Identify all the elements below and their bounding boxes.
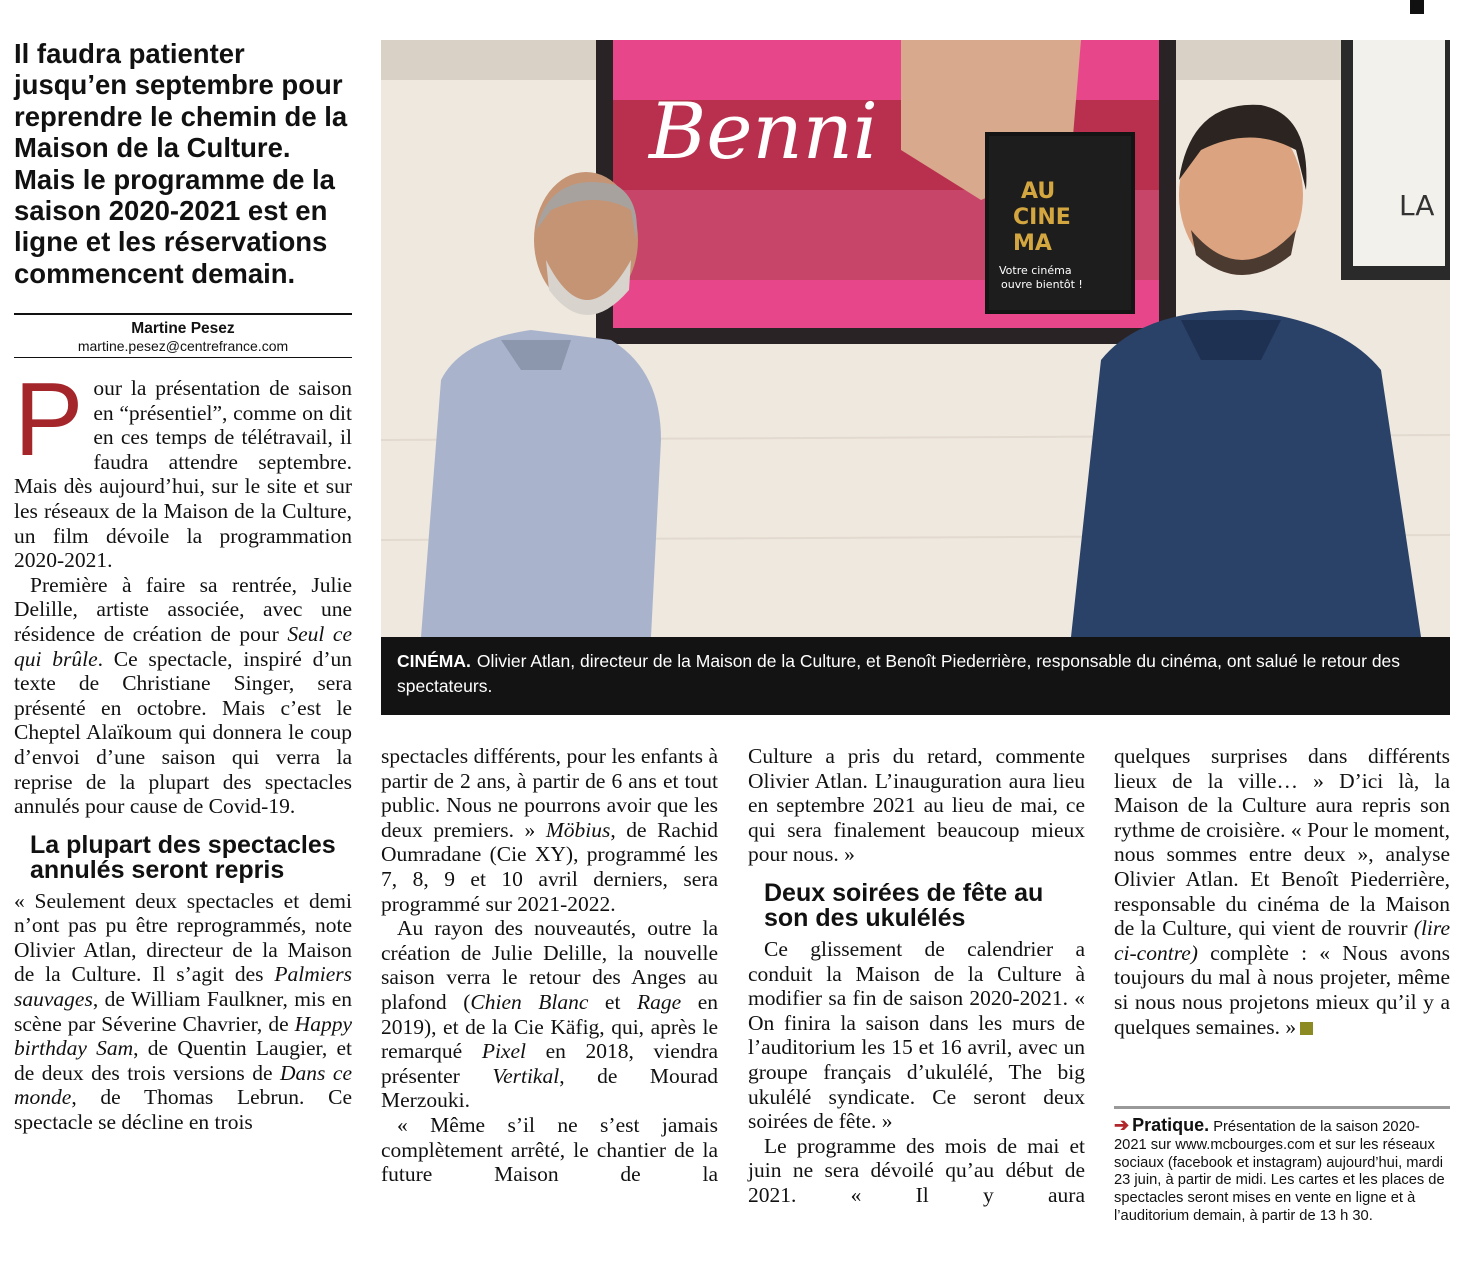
- arrow-icon: ➔: [1114, 1115, 1130, 1135]
- paragraph-10: quelques surprises dans différents lieux de la ville… » D’ici là, la Maison de la Culture aura repris son rythme de croisière. « Pour le moment, nous sommes entre deux », analyse Olivier Atlan. Et Benoît Piederrière, responsable du cinéma de la Maison de la Culture, qui vient de rouvrir (lire ci-contre) complète : « Nous avons toujours du mal à nous projeter, même si nous nous projetons mieux qu’il y a quelques semaines. »: [1114, 744, 1450, 1039]
- drop-cap: P: [14, 362, 84, 478]
- show-title: Dans ce monde: [14, 1060, 353, 1110]
- end-of-article-mark: [1300, 1022, 1313, 1035]
- reference-note: (lire ci-contre): [1114, 916, 1450, 965]
- article-column-4: [1114, 744, 1450, 1039]
- show-title: Rage: [636, 989, 682, 1014]
- show-title: Chien Blanc: [470, 989, 589, 1014]
- byline: [14, 313, 352, 358]
- corner-mark: [1410, 0, 1424, 14]
- pratique-text: Présentation de la saison 2020-2021 sur www.mcbourges.com et sur les réseaux sociaux (facebook et instagram) aujourd’hui, mardi 23 juin, à partir de midi. Les cartes et les places de spectacles seront mises en vente en ligne et à l’auditorium demain, à partir de 13 h 30.: [1114, 1119, 1445, 1224]
- caption-text: Olivier Atlan, directeur de la Maison de la Culture, et Benoît Piederrière, responsable du cinéma, ont salué le retour des spectateurs.: [397, 651, 1401, 696]
- small-poster-line-1: AU: [1021, 179, 1056, 204]
- show-title: Pixel: [481, 1039, 526, 1064]
- paragraph-8: Ce glissement de calendrier a conduit la Maison de la Culture à modifier sa fin de saison 2020-2021. « On finira la saison dans les murs de l’auditorium les 15 et 16 avril, avec un groupe français d’ukulélé, The big ukulélé syndicate. Ce seront deux soirées de fête. »: [748, 936, 1085, 1134]
- subhead-2: Deux soirées de fête au son des ukulélés: [764, 878, 1044, 932]
- article-column-2: [381, 744, 718, 1187]
- small-poster-line-2: CINE: [1013, 205, 1071, 230]
- show-title: Seul ce qui brûle: [14, 621, 353, 671]
- paragraph-5: Au rayon des nouveautés, outre la création de Julie Delille, la nouvelle saison verra le retour des Anges au plafond (Chien Blanc et Rage en 2019), et de la Cie Käfig, qui, après le remarqué Pixel en 2018, viendra présenter Vertikal, de Mourad Merzouki.: [381, 916, 719, 1113]
- small-poster-tagline-1: Votre cinéma: [999, 264, 1072, 277]
- photo-caption: [381, 637, 1450, 715]
- show-title: Vertikal: [492, 1063, 560, 1088]
- article-photo: [381, 40, 1450, 637]
- side-sign: LA: [1399, 189, 1435, 222]
- show-title: Möbius: [545, 817, 611, 842]
- paragraph-4: spectacles différents, pour les enfants à partir de 2 ans, à partir de 6 ans et tout public. Nous ne pourrons avoir que les deux premiers. » Möbius, de Rachid Oumradane (Cie XY), programmé les 7, 8, 9 et 10 avril derniers, sera programmé sur 2021-2022.: [381, 744, 718, 916]
- paragraph-6: « Même s’il ne s’est jamais complètement arrêté, le chantier de la future Maison de la: [381, 1112, 718, 1187]
- author-name: Martine Pesez: [131, 320, 235, 337]
- small-poster-tagline-2: ouvre bientôt !: [1001, 278, 1083, 291]
- paragraph-1: our la présentation de saison en “présentiel”, comme on dit en ces temps de télétravail, il faudra attendre septembre. Mais dès aujourd’hui, sur le site et sur les réseaux de la Maison de la Culture, un film dévoile la programmation 2020-2021.: [14, 376, 352, 573]
- caption-label: CINÉMA.: [397, 651, 471, 671]
- small-poster-line-3: MA: [1013, 231, 1052, 256]
- paragraph-9: Le programme des mois de mai et juin ne sera dévoilé qu’au début de 2021. « Il y aura: [748, 1133, 1085, 1207]
- lead-paragraph: Il faudra patienter jusqu’en septembre pour reprendre le chemin de la Maison de la Culture. Mais le programme de la saison 2020-2021 est en ligne et les réservations commencent demain.: [14, 38, 348, 289]
- show-title: Happy birthday Sam: [14, 1011, 352, 1061]
- article-column-1: [14, 362, 353, 1135]
- paragraph-3: « Seulement deux spectacles et demi n’ont pas pu être reprogrammés, note Olivier Atlan, directeur de la Maison de la Culture. Il s’agit des Palmiers sauvages, de William Faulkner, mis en scène par Séverine Chavrier, de Happy birthday Sam, de Quentin Laugier, et de deux des trois versions de Dans ce monde, de Thomas Lebrun. Ce spectacle se décline en trois: [14, 888, 353, 1135]
- photo-illustration: [381, 40, 1450, 637]
- show-title: Palmiers sauvages: [14, 962, 353, 1012]
- paragraph-2: Première à faire sa rentrée, Julie Delille, artiste associée, avec une résidence de création de pour Seul ce qui brûle. Ce spectacle, inspiré d’un texte de Christiane Singer, sera présenté en octobre. Mais c’est le Cheptel Alaïkoum qui donnera le coup d’envoi d’une saison qui verra la reprise de la plupart des spectacles annulés pour cause de Covid-19.: [14, 572, 353, 819]
- pratique-label: Pratique.: [1132, 1115, 1210, 1135]
- subhead-1: La plupart des spectacles annulés seront repris: [30, 830, 336, 884]
- pratique-box: [1114, 1106, 1450, 1226]
- author-email: martine.pesez@centrefrance.com: [77, 338, 289, 354]
- article-column-3: [748, 744, 1085, 1208]
- paragraph-7: Culture a pris du retard, commente Olivier Atlan. L’inauguration aura lieu en septembre 2021 au lieu de mai, ce qui sera finalement beaucoup mieux pour nous. »: [748, 744, 1085, 867]
- poster-title: Benni: [649, 87, 878, 177]
